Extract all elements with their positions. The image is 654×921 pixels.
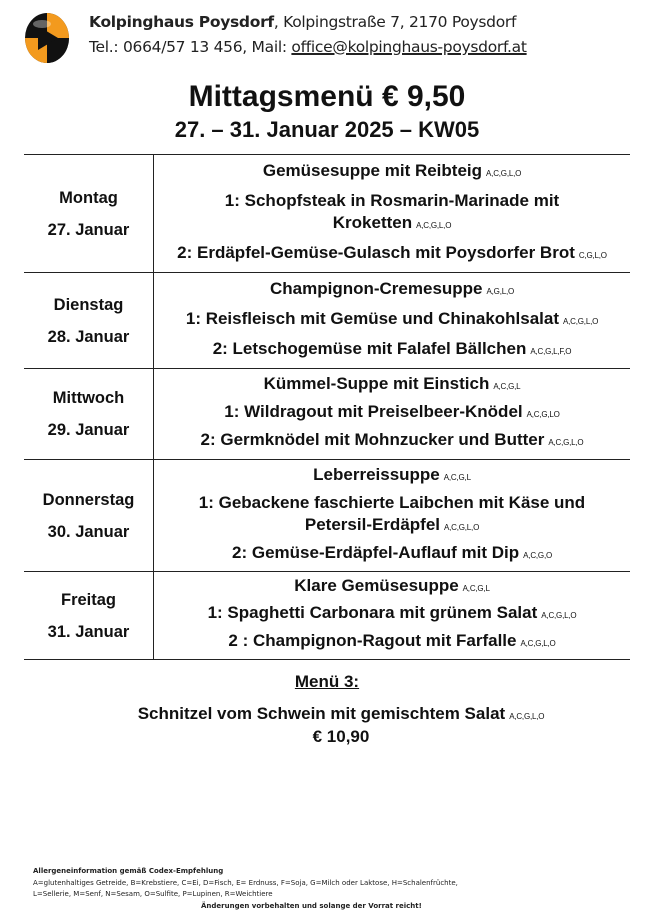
dishes-cell (154, 155, 630, 272)
day-name: Dienstag (53, 295, 124, 314)
dish-allergens: A,C,G,L (443, 472, 471, 482)
day-cell (24, 460, 154, 571)
dish-name: 1: Reisfleisch mit Gemüse und Chinakohlsalat (185, 308, 560, 328)
dish (176, 401, 608, 426)
dish-name: 2 : Champignon-Ragout mit Farfalle (228, 630, 517, 650)
day-cell (24, 273, 154, 368)
dish-name: Leberreissuppe (313, 464, 440, 484)
day-cell (24, 369, 154, 459)
dishes-cell (154, 460, 630, 571)
dish-name: 2: Germknödel mit Mohnzucker und Butter (200, 430, 545, 450)
dish-name: 1: Gebackene faschierte Laibchen mit Käse und Petersil-Erdäpfel (198, 492, 586, 534)
dish (176, 464, 608, 489)
day-date: 28. Januar (47, 327, 130, 346)
day-date: 27. Januar (47, 220, 130, 239)
email-link[interactable]: office@kolpinghaus-poysdorf.at (291, 38, 527, 56)
dish (176, 492, 608, 539)
day-name: Freitag (60, 590, 116, 609)
menu3-item (0, 704, 654, 747)
dish-allergens: A,C,G,L,O (520, 638, 556, 648)
day-name: Montag (59, 188, 118, 207)
dish (176, 308, 608, 333)
dish (176, 373, 608, 398)
dish (176, 429, 608, 454)
kolping-logo-icon (24, 12, 70, 64)
dish-allergens: A,C,G,L (493, 381, 521, 391)
dish-allergens: A,C,G,L,O (416, 220, 452, 230)
dish-allergens: A,C,G,L,F,O (530, 346, 572, 356)
dishes-cell (154, 572, 630, 659)
phone: Tel.: 0664/57 13 456, Mail: (89, 38, 292, 56)
footer-note: Änderungen vorbehalten und solange der Vorrat reicht! (201, 901, 422, 910)
dish-allergens: A,C,G,L (462, 584, 490, 594)
dish-name: 2: Letschogemüse mit Falafel Bällchen (212, 338, 527, 358)
dish (176, 630, 608, 655)
dish-name: Kümmel-Suppe mit Einstich (263, 373, 490, 393)
dish (176, 242, 608, 267)
address: , Kolpingstraße 7, 2170 Poysdorf (273, 13, 517, 31)
dish-name: Gemüsesuppe mit Reibteig (262, 160, 483, 180)
day-row (24, 460, 630, 572)
business-name: Kolpinghaus Poysdorf (89, 13, 274, 31)
footer-title: Allergeneinformation gemäß Codex-Empfehlung (33, 867, 224, 875)
dish-allergens: A,C,G,O (523, 550, 552, 560)
day-date: 30. Januar (47, 522, 130, 541)
day-row (24, 273, 630, 369)
dish-allergens: C,G,L,O (578, 250, 607, 260)
dishes-cell (154, 369, 630, 459)
dish (176, 602, 608, 627)
dish-name: Champignon-Cremesuppe (269, 278, 483, 298)
menu3-heading: Menü 3: (294, 672, 360, 691)
dish-allergens: A,C,G,L,O (541, 611, 577, 621)
dish-allergens: A,C,G,L,O (563, 316, 599, 326)
menu3-dish: Schnitzel vom Schwein mit gemischtem Salat (137, 704, 506, 723)
day-row (24, 155, 630, 273)
day-date: 31. Januar (47, 622, 130, 641)
page-title: Mittagsmenü € 9,50 (188, 80, 466, 113)
dish-name: 2: Gemüse-Erdäpfel-Auflauf mit Dip (232, 542, 520, 562)
dish-name: 1: Wildragout mit Preiselbeer-Knödel (224, 401, 523, 421)
footer-line1: A=glutenhaltiges Getreide, B=Krebstiere, C=Ei, D=Fisch, E= Erdnuss, F=Soja, G=Milch oder Laktose, H=Schalenfrüchte, (33, 878, 458, 887)
dish-allergens: A,G,L,O (486, 286, 515, 296)
day-cell (24, 572, 154, 659)
dish-allergens: A,C,G,L,O (548, 438, 584, 448)
day-name: Mittwoch (52, 389, 125, 407)
day-row (24, 369, 630, 460)
day-date: 29. Januar (47, 421, 130, 439)
dish (176, 160, 608, 185)
menu3-price: € 10,90 (312, 727, 370, 746)
dish (176, 542, 608, 567)
dish (176, 278, 608, 303)
dish-name: 2: Erdäpfel-Gemüse-Gulasch mit Poysdorfer Brot (177, 242, 575, 262)
dish-allergens: A,C,G,L,O (444, 522, 480, 532)
allergen-footer (33, 866, 458, 912)
dish (176, 338, 608, 363)
dish-allergens: A,C,G,LO (526, 409, 560, 419)
footer-line2: L=Sellerie, M=Senf, N=Sesam, O=Sulfite, P=Lupinen, R=Weichtiere (33, 890, 273, 898)
dish-allergens: A,C,G,L,O (486, 168, 522, 178)
menu3-allergens: A,C,G,L,O (509, 712, 545, 721)
dish (176, 575, 608, 600)
dish-name: 1: Schopfsteak in Rosmarin-Marinade mit Kroketten (224, 190, 560, 232)
contact-header (89, 10, 527, 60)
day-cell (24, 155, 154, 272)
dish-name: 1: Spaghetti Carbonara mit grünem Salat (207, 603, 538, 623)
day-name: Donnerstag (42, 490, 135, 509)
dish (176, 190, 608, 237)
week-subtitle: 27. – 31. Januar 2025 – KW05 (174, 117, 480, 142)
dish-name: Klare Gemüsesuppe (294, 576, 459, 596)
day-row (24, 572, 630, 660)
menu-table (24, 154, 630, 660)
dishes-cell (154, 273, 630, 368)
